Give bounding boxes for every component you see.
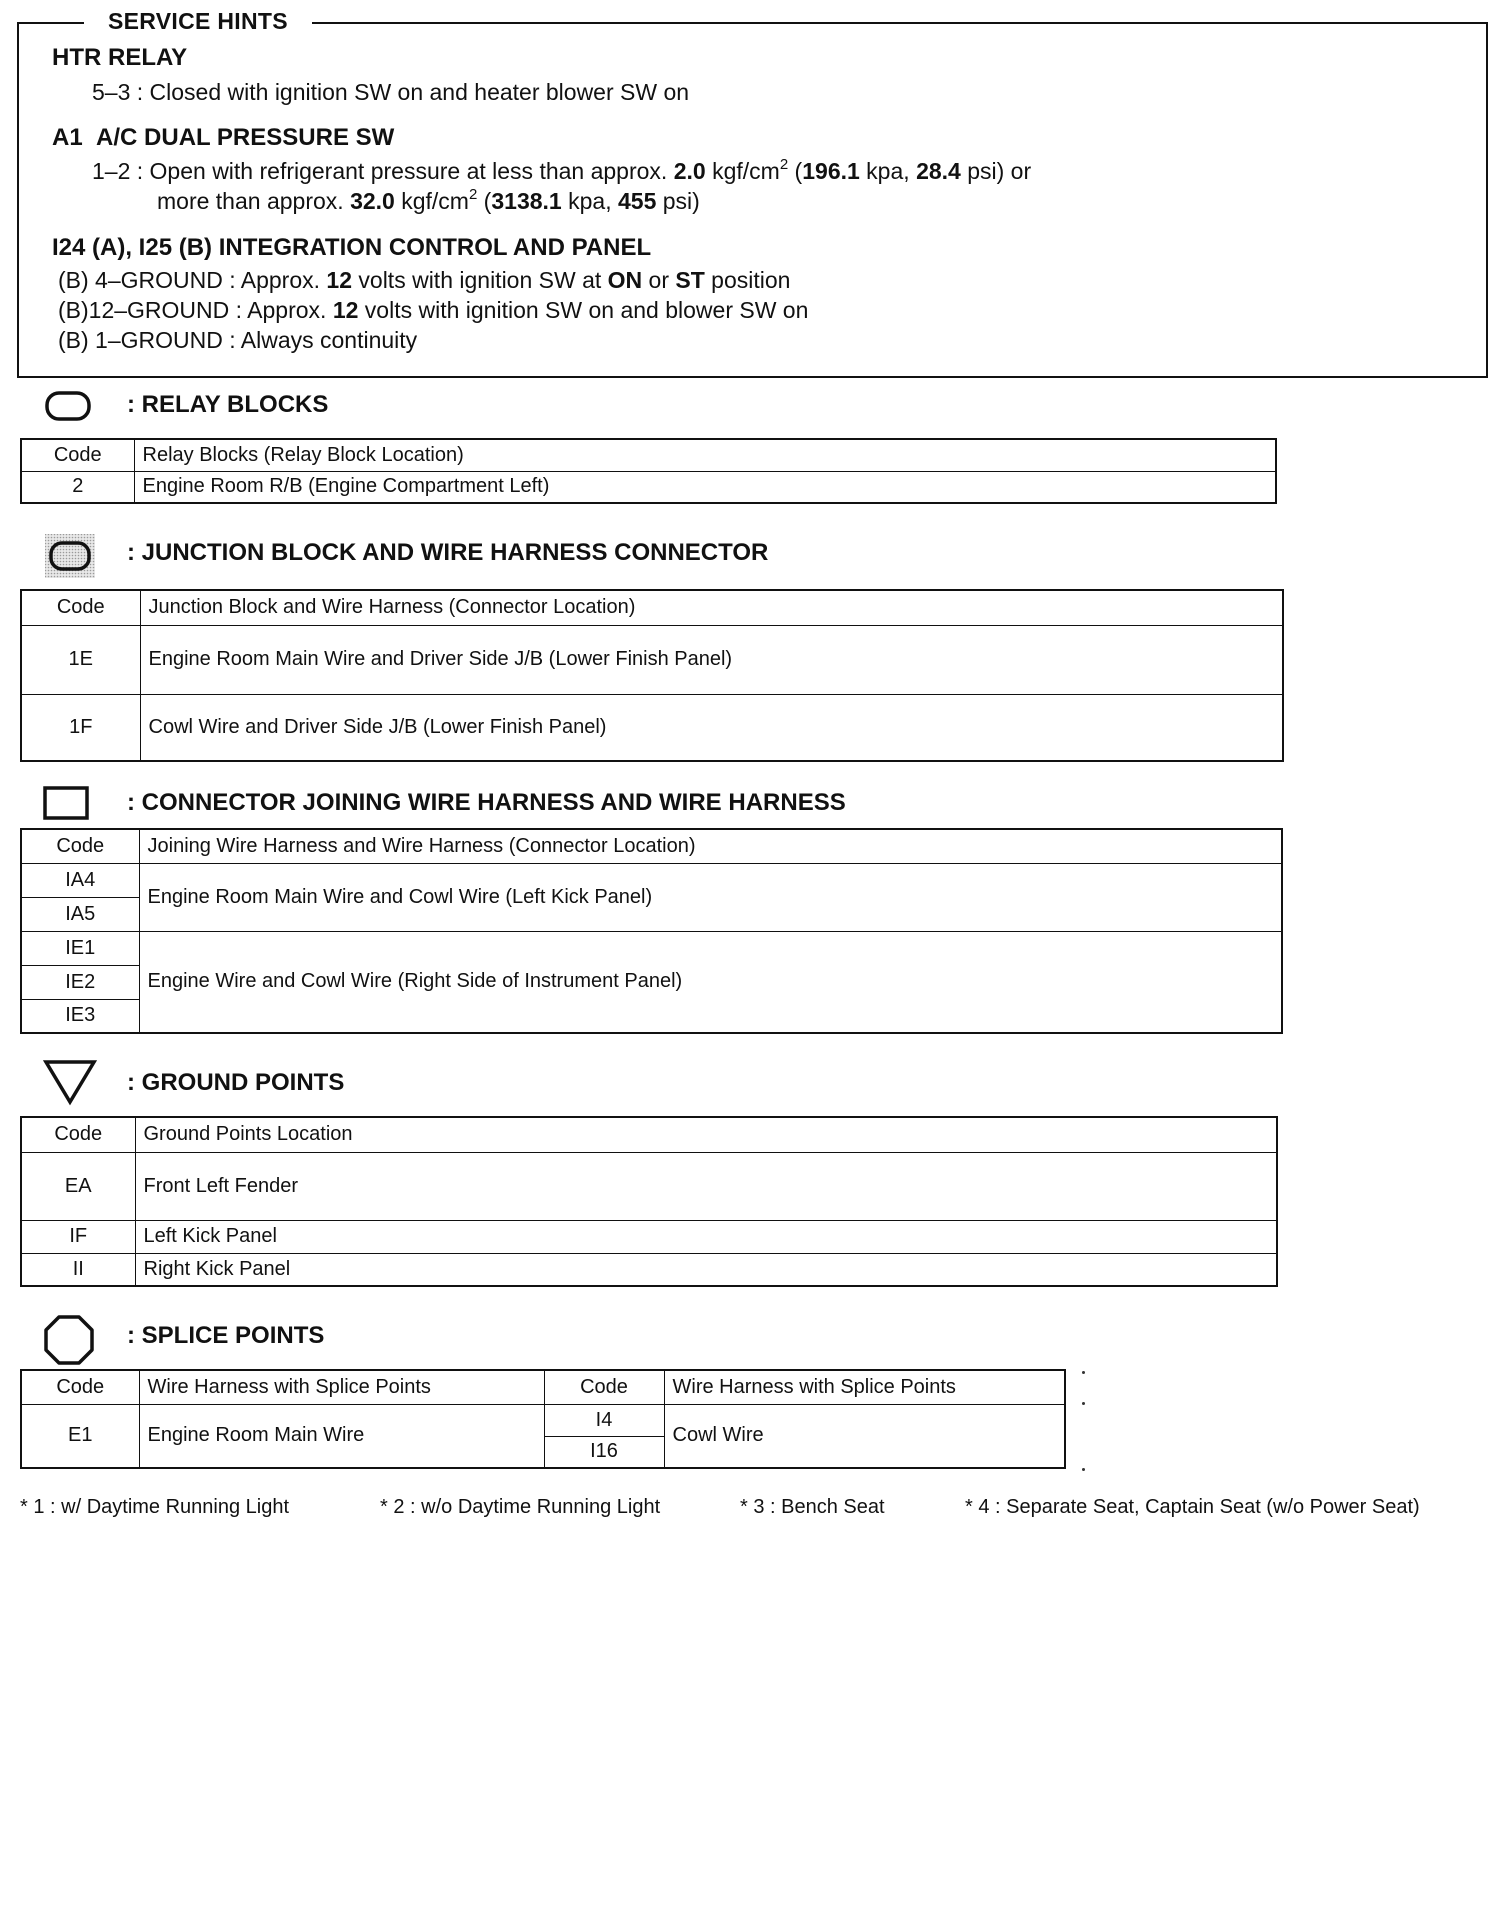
relay-blocks-title: : RELAY BLOCKS xyxy=(127,391,329,418)
ac-dual-code: A1 xyxy=(52,124,83,151)
table-row xyxy=(21,1220,1277,1253)
header-description: Wire Harness with Splice Points xyxy=(664,1370,1065,1404)
table-header-row xyxy=(21,439,1276,471)
unit: kgf/cm xyxy=(705,158,780,184)
text-span: more than approx. xyxy=(157,188,351,214)
text-span: volts with ignition SW at xyxy=(352,267,608,293)
header-description: Joining Wire Harness and Wire Harness (Connector Location) xyxy=(139,829,1282,863)
header-code: Code xyxy=(21,439,134,471)
junction-code: 1F xyxy=(21,694,140,761)
connector-code: IA5 xyxy=(21,897,139,931)
table-row xyxy=(21,694,1283,761)
table-row xyxy=(21,931,1282,965)
bold-value: 12 xyxy=(326,267,353,293)
table-header-row xyxy=(21,1370,1065,1404)
splice-code: E1 xyxy=(21,1404,139,1468)
htr-relay-line: 5–3 : Closed with ignition SW on and heater blower SW on xyxy=(92,79,690,105)
text-span: psi) or xyxy=(960,158,1032,184)
bold-value: 455 xyxy=(617,188,657,214)
ground-points-title: : GROUND POINTS xyxy=(127,1069,345,1096)
bold-value: 28.4 xyxy=(916,158,961,184)
table-row xyxy=(21,471,1276,503)
bold-value: ON xyxy=(607,267,643,293)
text-span: 1–2 : Open with refrigerant pressure at less than approx. xyxy=(92,158,674,184)
junction-description: Engine Room Main Wire and Driver Side J/B (Lower Finish Panel) xyxy=(140,625,1283,694)
bold-value: 2.0 xyxy=(673,158,706,184)
ground-location: Right Kick Panel xyxy=(135,1253,1277,1286)
relay-code: 2 xyxy=(21,471,134,503)
header-description: Wire Harness with Splice Points xyxy=(139,1370,544,1404)
junction-table xyxy=(20,589,1284,762)
superscript: 2 xyxy=(779,156,789,174)
footnote-3: * 3 : Bench Seat xyxy=(740,1496,885,1518)
connector-code: IE1 xyxy=(21,931,139,965)
htr-relay-heading: HTR RELAY xyxy=(52,44,188,71)
header-code: Code xyxy=(21,590,140,625)
splice-code: I4 xyxy=(544,1404,664,1436)
scan-dot xyxy=(1082,1402,1085,1405)
ac-dual-line-1 xyxy=(92,158,1031,185)
integration-heading: I24 (A), I25 (B) INTEGRATION CONTROL AND PANEL xyxy=(52,234,652,261)
table-row xyxy=(21,625,1283,694)
text-span: volts with ignition SW on and blower SW on xyxy=(358,297,809,323)
table-header-row xyxy=(21,829,1282,863)
table-row xyxy=(21,1404,1065,1436)
integration-row-2 xyxy=(58,297,808,324)
bold-value: 196.1 xyxy=(802,158,860,184)
connector-description: Engine Room Main Wire and Cowl Wire (Left Kick Panel) xyxy=(139,863,1282,931)
text-span: kpa, xyxy=(859,158,917,184)
junction-block-icon xyxy=(44,533,96,579)
footnote-2: * 2 : w/o Daytime Running Light xyxy=(380,1496,661,1518)
footnote-4: * 4 : Separate Seat, Captain Seat (w/o Power Seat) xyxy=(965,1496,1420,1518)
text-span: psi) xyxy=(656,188,700,214)
superscript: 2 xyxy=(468,186,478,204)
bold-value: ST xyxy=(675,267,705,293)
ground-location: Front Left Fender xyxy=(135,1152,1277,1220)
bold-value: 12 xyxy=(332,297,359,323)
scan-dot xyxy=(1082,1371,1085,1374)
connector-title: : CONNECTOR JOINING WIRE HARNESS AND WIRE HARNESS xyxy=(127,789,846,816)
splice-points-title: : SPLICE POINTS xyxy=(127,1322,325,1349)
splice-points-table xyxy=(20,1369,1066,1469)
ground-triangle-icon xyxy=(42,1058,98,1106)
junction-code: 1E xyxy=(21,625,140,694)
connector-code: IE3 xyxy=(21,999,139,1033)
relay-description: Engine Room R/B (Engine Compartment Left) xyxy=(134,471,1276,503)
connector-description: Engine Wire and Cowl Wire (Right Side of Instrument Panel) xyxy=(139,931,1282,1033)
ground-code: IF xyxy=(21,1220,135,1253)
ac-dual-line-2 xyxy=(157,188,700,215)
service-hints-title: SERVICE HINTS xyxy=(84,8,312,35)
text-span: (B) 4–GROUND : Approx. xyxy=(58,267,327,293)
relay-blocks-table xyxy=(20,438,1277,504)
splice-hexagon-icon xyxy=(42,1313,96,1367)
connector-table xyxy=(20,828,1283,1034)
table-row xyxy=(21,863,1282,897)
text-span: kpa, xyxy=(561,188,618,214)
junction-title: : JUNCTION BLOCK AND WIRE HARNESS CONNECTOR xyxy=(127,539,769,566)
header-description: Junction Block and Wire Harness (Connector Location) xyxy=(140,590,1283,625)
connector-code: IA4 xyxy=(21,863,139,897)
relay-block-icon xyxy=(44,390,92,422)
unit: kgf/cm xyxy=(394,188,469,214)
table-header-row xyxy=(21,1117,1277,1152)
ground-code: EA xyxy=(21,1152,135,1220)
text-span: (B)12–GROUND : Approx. xyxy=(58,297,333,323)
integration-row-1 xyxy=(58,267,790,294)
header-code: Code xyxy=(21,1370,139,1404)
splice-code: I16 xyxy=(544,1436,664,1468)
splice-description: Engine Room Main Wire xyxy=(139,1404,544,1468)
header-code: Code xyxy=(544,1370,664,1404)
connector-code: IE2 xyxy=(21,965,139,999)
text-span: position xyxy=(704,267,791,293)
text-span: ( xyxy=(788,158,803,184)
ground-points-table xyxy=(20,1116,1278,1287)
integration-row-3: (B) 1–GROUND : Always continuity xyxy=(58,327,418,353)
ground-code: II xyxy=(21,1253,135,1286)
bold-value: 32.0 xyxy=(350,188,395,214)
ground-location: Left Kick Panel xyxy=(135,1220,1277,1253)
bold-value: 3138.1 xyxy=(491,188,562,214)
table-header-row xyxy=(21,590,1283,625)
junction-description: Cowl Wire and Driver Side J/B (Lower Finish Panel) xyxy=(140,694,1283,761)
header-code: Code xyxy=(21,1117,135,1152)
connector-square-icon xyxy=(43,786,89,820)
header-description: Ground Points Location xyxy=(135,1117,1277,1152)
table-row xyxy=(21,1152,1277,1220)
ac-dual-name: A/C DUAL PRESSURE SW xyxy=(96,124,395,151)
text-span: ( xyxy=(477,188,492,214)
table-row xyxy=(21,1253,1277,1286)
text-span: or xyxy=(642,267,676,293)
ac-dual-heading xyxy=(52,124,394,152)
footnote-1: * 1 : w/ Daytime Running Light xyxy=(20,1496,290,1518)
scan-dot xyxy=(1082,1468,1085,1471)
splice-description: Cowl Wire xyxy=(664,1404,1065,1468)
header-description: Relay Blocks (Relay Block Location) xyxy=(134,439,1276,471)
header-code: Code xyxy=(21,829,139,863)
